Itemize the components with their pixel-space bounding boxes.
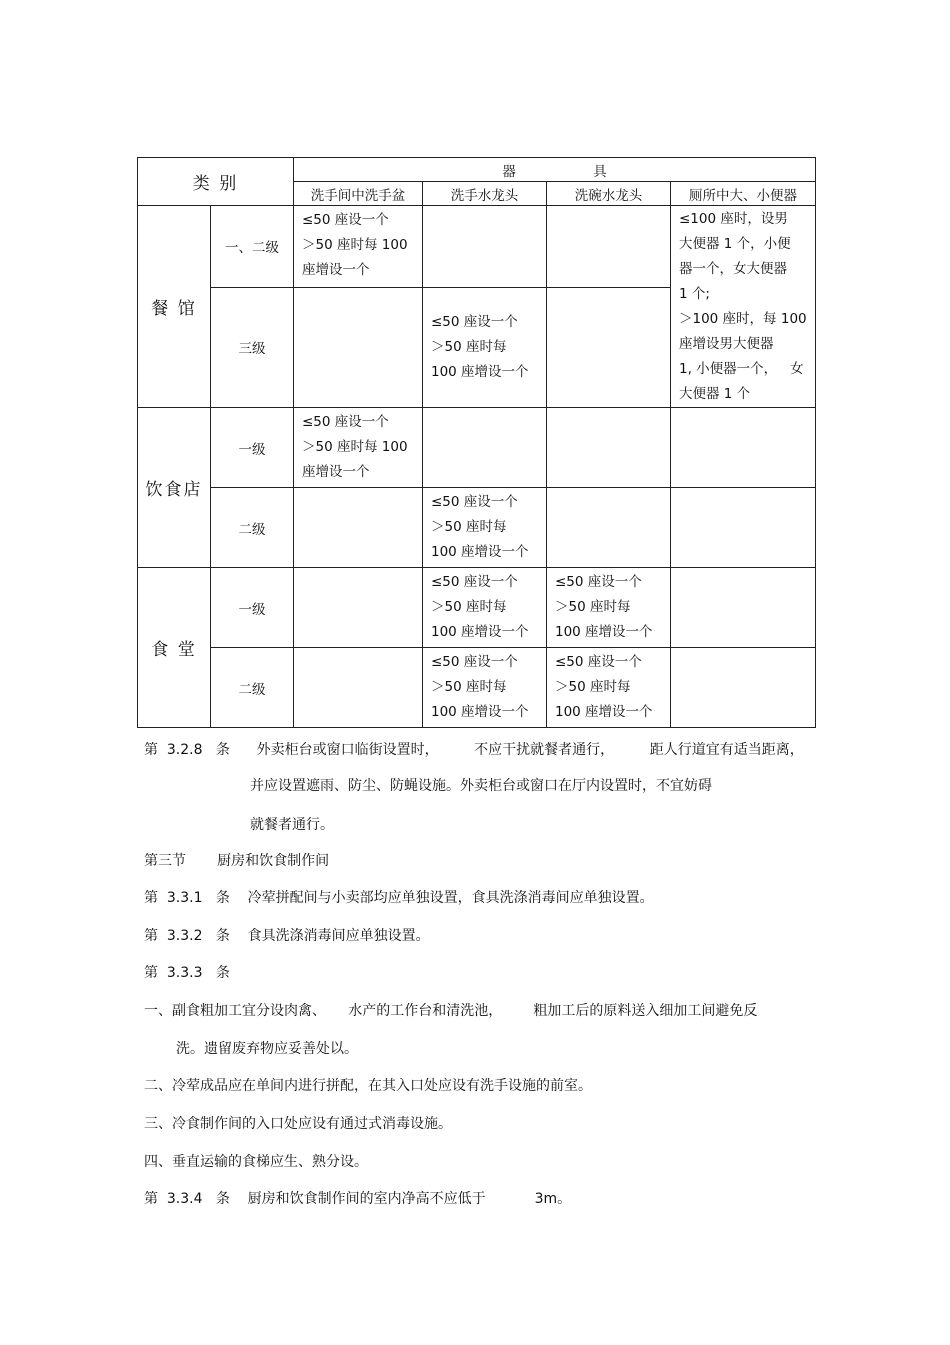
empty-cell [294, 568, 423, 648]
equipment-header: 器 具 [294, 158, 816, 182]
sanitary-fixture-table [137, 157, 816, 728]
dish-faucet-rule: ≤50 座设一个 ＞50 座时每 100 座增设一个 [547, 568, 671, 648]
col-hand-faucet: 洗手水龙头 [423, 182, 547, 206]
empty-cell [547, 408, 671, 488]
empty-cell [671, 568, 816, 648]
empty-cell [547, 287, 671, 407]
faucet-rule: ≤50 座设一个 ＞50 座时每 100 座增设一个 [423, 488, 547, 568]
faucet-rule: ≤50 座设一个 ＞50 座时每 100 座增设一个 [423, 568, 547, 648]
empty-cell [671, 648, 816, 728]
item-two: 二、冷荤成品应在单间内进行拼配，在其入口处应设有洗手设施的前室。 [144, 1078, 592, 1094]
empty-cell [294, 287, 423, 407]
toilet-rule: ≤100 座时，设男 大便器 1 个，小便 器一个，女大便器 1 个; ＞100 座时，每 100 座增设男大便器 1, 小便器一个， 女 大便器 1 个 [671, 206, 816, 408]
dish-faucet-rule: ≤50 座设一个 ＞50 座时每 100 座增设一个 [547, 648, 671, 728]
empty-cell [294, 648, 423, 728]
grade-cell: 一、二级 [211, 206, 294, 288]
grade-cell: 三级 [211, 287, 294, 407]
category-eatery: 饮食店 [138, 408, 211, 568]
empty-cell [671, 408, 816, 488]
empty-cell [423, 408, 547, 488]
grade-cell: 一级 [211, 568, 294, 648]
clause-3-3-4: 第 3.3.4 条 厨房和饮食制作间的室内净高不应低于 3m。 [144, 1191, 572, 1207]
faucet-rule: ≤50 座设一个 ＞50 座时每 100 座增设一个 [423, 287, 547, 407]
grade-cell: 一级 [211, 408, 294, 488]
item-three: 三、冷食制作间的入口处应设有通过式消毒设施。 [144, 1116, 452, 1132]
empty-cell [294, 488, 423, 568]
item-four: 四、垂直运输的食梯应生、熟分设。 [144, 1154, 368, 1170]
empty-cell [547, 206, 671, 288]
faucet-rule: ≤50 座设一个 ＞50 座时每 100 座增设一个 [423, 648, 547, 728]
item-one-cont: 洗。遗留废弃物应妥善处以。 [176, 1041, 358, 1057]
col-basin: 洗手间中洗手盆 [294, 182, 423, 206]
category-restaurant: 餐 馆 [138, 206, 211, 408]
clause-3-3-2: 第 3.3.2 条 食具洗涤消毒间应单独设置。 [144, 928, 430, 944]
category-canteen: 食 堂 [138, 568, 211, 728]
empty-cell [423, 206, 547, 288]
basin-rule: ≤50 座设一个 ＞50 座时每 100 座增设一个 [294, 206, 423, 288]
clause-3-2-8-cont: 并应设置遮雨、防尘、防蝇设施。外卖柜台或窗口在厅内设置时，不宜妨碍 [250, 778, 712, 794]
section-heading: 第三节 厨房和饮食制作间 [144, 853, 330, 869]
empty-cell [547, 488, 671, 568]
col-toilet: 厕所中大、小便器 [671, 182, 816, 206]
basin-rule: ≤50 座设一个 ＞50 座时每 100 座增设一个 [294, 408, 423, 488]
clause-3-2-8-end: 就餐者通行。 [250, 817, 334, 833]
grade-cell: 二级 [211, 488, 294, 568]
clause-3-2-8: 第 3.2.8 条 外卖柜台或窗口临街设置时， 不应干扰就餐者通行， 距人行道宜有适当距离， [144, 742, 804, 758]
clause-3-3-3: 第 3.3.3 条 [144, 965, 230, 981]
grade-cell: 二级 [211, 648, 294, 728]
category-header: 类 别 [138, 158, 294, 206]
empty-cell [671, 488, 816, 568]
col-dish-faucet: 洗碗水龙头 [547, 182, 671, 206]
clause-3-3-1: 第 3.3.1 条 冷荤拼配间与小卖部均应单独设置，食具洗涤消毒间应单独设置。 [144, 890, 654, 906]
item-one: 一、副食粗加工宜分设肉禽、 水产的工作台和清洗池， 粗加工后的原料送入细加工间避免反 [144, 1003, 758, 1019]
